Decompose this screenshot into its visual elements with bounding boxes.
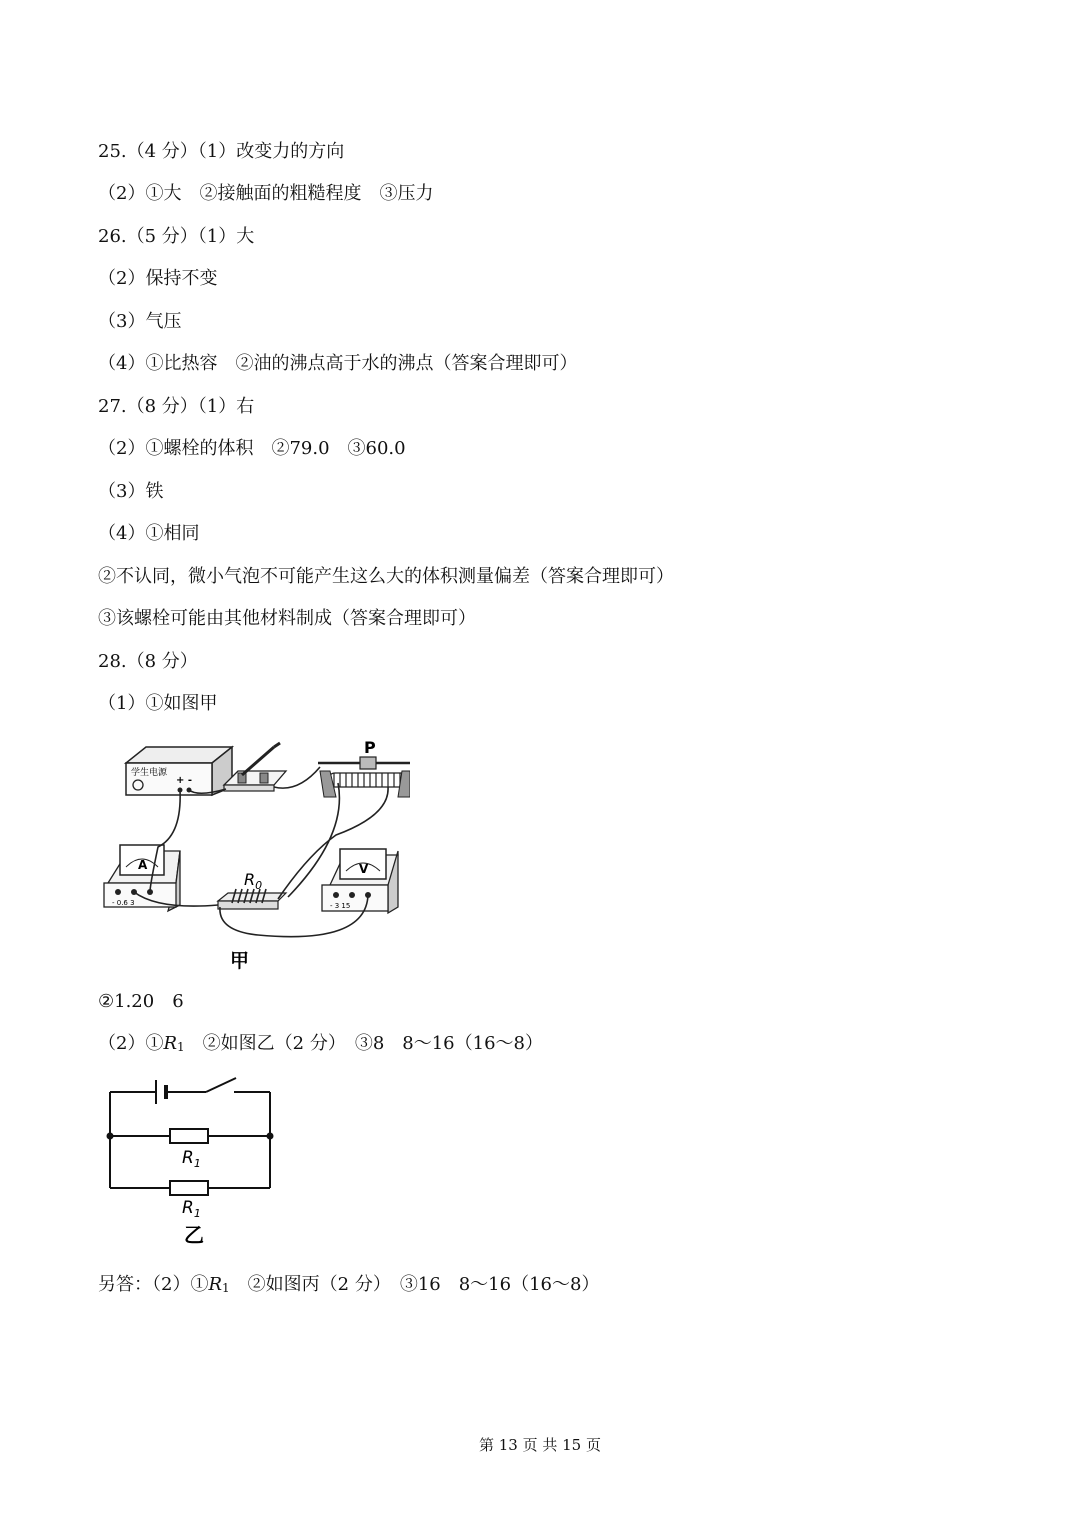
- power-supply: [126, 747, 232, 795]
- alternative-answer-line: 另答：（2）①R1 ②如图丙（2 分） ③16 8～16（16～8）: [98, 1274, 600, 1295]
- answer-26-line3: （3）气压: [98, 311, 182, 332]
- answer-26-line4: （4）①比热容 ②油的沸点高于水的沸点（答案合理即可）: [98, 353, 578, 374]
- answer-25-line1: 25.（4 分）（1）改变力的方向: [98, 141, 345, 162]
- page-footer: 第 13 页 共 15 页: [478, 1436, 601, 1454]
- answer-25-line2: （2）①大 ②接触面的粗糙程度 ③压力: [98, 183, 434, 204]
- figure-yi-schematic: [98, 1070, 288, 1250]
- voltmeter-terminals: - 3 15: [330, 902, 351, 910]
- slider-label-p: P: [364, 738, 376, 757]
- answer-27-line4: （4）①相同: [98, 523, 200, 544]
- resistor-r0-label: $R_0$: [244, 870, 263, 892]
- ammeter-terminals: - 0.6 3: [112, 899, 135, 907]
- junction-left: [107, 1133, 114, 1140]
- ammeter: [104, 845, 180, 911]
- answer-26-line1: 26.（5 分）（1）大: [98, 226, 255, 247]
- answer-28-header: 28.（8 分）: [98, 651, 198, 672]
- answer-28-line1: （1）①如图甲: [98, 693, 218, 714]
- figure-jia-circuit: [98, 735, 410, 975]
- ammeter-label: A: [138, 858, 148, 872]
- voltmeter-label: V: [359, 862, 369, 876]
- junction-right: [267, 1133, 274, 1140]
- resistor-r1-bottom: [170, 1181, 208, 1195]
- answer-26-line2: （2）保持不变: [98, 268, 218, 289]
- answer-27-line1: 27.（8 分）（1）右: [98, 396, 255, 417]
- answer-27-line6: ③该螺栓可能由其他材料制成（答案合理即可）: [98, 608, 476, 629]
- power-terminals-label: + -: [176, 775, 193, 786]
- power-supply-label: 学生电源: [131, 768, 168, 778]
- answer-27-line5: ②不认同，微小气泡不可能产生这么大的体积测量偏差（答案合理即可）: [98, 566, 674, 587]
- figure-yi-caption: 乙: [184, 1223, 204, 1247]
- answer-27-line2: （2）①螺栓的体积 ②79.0 ③60.0: [98, 438, 406, 459]
- figure-jia-caption: 甲: [230, 950, 250, 972]
- voltmeter: [322, 849, 398, 913]
- answer-27-line3: （3）铁: [98, 481, 164, 502]
- battery-cell: [156, 1080, 166, 1104]
- resistor-r0: [218, 870, 286, 909]
- answer-28-line2: ②1.20 6: [98, 991, 184, 1012]
- r1-top-label: $R_1$: [182, 1148, 201, 1170]
- sliding-rheostat: [318, 738, 410, 797]
- answer-28-line3: （2）①R1 ②如图乙（2 分） ③8 8～16（16～8）: [98, 1033, 543, 1054]
- r1-bottom-label: $R_1$: [182, 1198, 201, 1220]
- knife-switch: [224, 743, 286, 791]
- resistor-r1-top: [170, 1129, 208, 1143]
